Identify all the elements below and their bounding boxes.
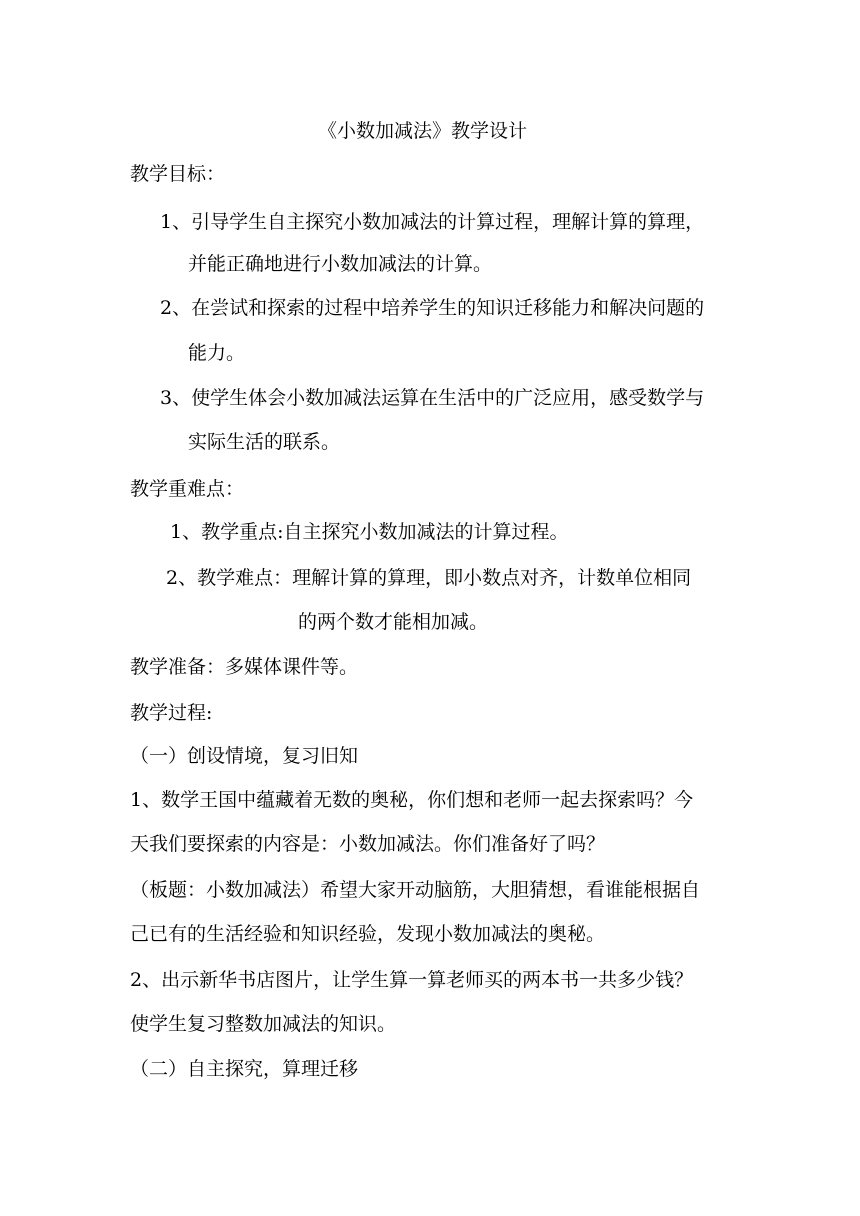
paragraph-2-line-1: （板题：小数加减法）希望大家开动脑筋，大胆猜想，看谁能根据自 bbox=[130, 879, 701, 901]
paragraph-3-line-2: 使学生复习整数加减法的知识。 bbox=[130, 1013, 397, 1035]
objective-3-line-2: 实际生活的联系。 bbox=[188, 431, 341, 453]
key-point-1: 1、教学重点:自主探究小数加减法的计算过程。 bbox=[170, 521, 569, 543]
section-2-heading: （二）自主探究，算理迁移 bbox=[130, 1058, 359, 1080]
paragraph-2-line-2: 己已有的生活经验和知识经验，发现小数加减法的奥秘。 bbox=[130, 923, 606, 945]
key-points-heading: 教学重难点： bbox=[130, 478, 245, 500]
paragraph-3-line-1: 2、出示新华书店图片，让学生算一算老师买的两本书一共多少钱？ bbox=[130, 969, 694, 991]
document-title: 《小数加减法》教学设计 bbox=[318, 120, 528, 142]
key-point-2-line-2: 的两个数才能相加减。 bbox=[298, 611, 489, 633]
key-point-2-line-1: 2、教学难点：理解计算的算理，即小数点对齐，计数单位相同 bbox=[166, 567, 692, 589]
objective-2-line-2: 能力。 bbox=[188, 342, 246, 364]
objective-3-line-1: 3、使学生体会小数加减法运算在生活中的广泛应用，感受数学与 bbox=[160, 387, 705, 409]
objective-2-line-1: 2、在尝试和探索的过程中培养学生的知识迁移能力和解决问题的 bbox=[160, 297, 705, 319]
section-1-heading: （一）创设情境，复习旧知 bbox=[130, 745, 359, 767]
preparation: 教学准备：多媒体课件等。 bbox=[130, 656, 359, 678]
paragraph-1-line-1: 1、数学王国中蕴藏着无数的奥秘，你们想和老师一起去探索吗？今 bbox=[130, 789, 694, 811]
objective-1-line-2: 并能正确地进行小数加减法的计算。 bbox=[188, 253, 493, 275]
process-heading: 教学过程: bbox=[130, 702, 213, 724]
objective-1-line-1: 1、引导学生自主探究小数加减法的计算过程，理解计算的算理， bbox=[160, 211, 705, 233]
paragraph-1-line-2: 天我们要探索的内容是：小数加减法。你们准备好了吗？ bbox=[130, 833, 606, 855]
objectives-heading: 教学目标： bbox=[130, 163, 226, 185]
